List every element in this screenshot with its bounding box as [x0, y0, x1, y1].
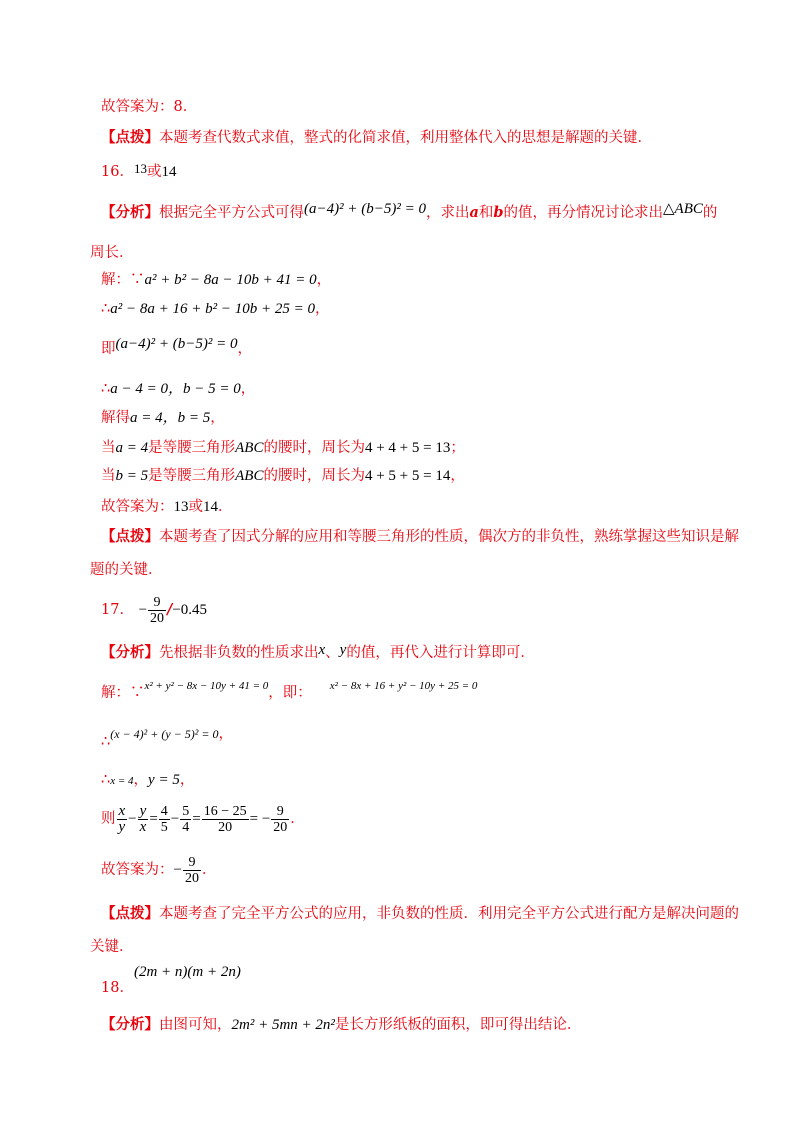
case-text-3: 的腰时，周长为 [263, 440, 365, 456]
var-y: y [339, 642, 347, 658]
analysis-tag: 【分析】 [101, 1016, 159, 1033]
y-value: y = 5 [148, 772, 180, 788]
equation-squares: (x − 4)² + (y − 5)² = 0 [110, 727, 219, 741]
analysis-text-1: 先根据非负数的性质求出 [159, 645, 319, 661]
analysis-line-16-cont [90, 243, 134, 263]
analysis-line-17 [101, 640, 535, 663]
denominator: 20 [273, 819, 288, 835]
numerator: 16 − 25 [203, 803, 247, 819]
solution-step-4 [101, 379, 255, 399]
solve-label: 解得 [101, 410, 130, 426]
fraction-four-fifths [159, 804, 170, 835]
triangle-abc: △ABC [663, 201, 703, 217]
answer-value-a: 13 [173, 499, 189, 515]
question-number: 18． [101, 980, 134, 996]
denominator: 20 [202, 819, 249, 835]
question-16-answer [101, 159, 176, 182]
then-label: 则 [101, 811, 116, 827]
solution-step-3 [101, 334, 252, 359]
analysis-text-2: 是长方形纸板的面积，即可得出结论． [334, 1017, 582, 1033]
solution-case-1 [101, 438, 465, 458]
therefore-symbol: ∴ [101, 301, 111, 317]
tip-text-cont: 关键． [90, 939, 134, 955]
tip-line-15 [101, 128, 652, 148]
answer-product: (2m + n)(m + 2n) [133, 964, 241, 980]
analysis-line-16 [101, 199, 717, 223]
analysis-tag: 【分析】 [101, 204, 159, 221]
fraction-x-over-y [117, 804, 128, 835]
analysis-text-1: 根据完全平方公式可得 [159, 205, 304, 221]
analysis-text-4: 的 [702, 205, 718, 221]
tip-tag: 【点拨】 [101, 905, 159, 922]
alt-separator: / [167, 601, 173, 618]
answer-or: 或 [146, 164, 162, 180]
equation-given: x² + y² − 8x − 10y + 41 = 0 [144, 680, 269, 692]
fraction-result [271, 804, 289, 835]
analysis-line-18 [101, 1015, 581, 1035]
answer-line-16 [101, 497, 233, 517]
equation-solution: a = 4，b = 5 [130, 410, 211, 426]
equation-given: a² + b² − 8a − 10b + 41 = 0 [144, 272, 317, 288]
analysis-text-cont: 周长． [90, 245, 134, 261]
case-text-1: 当 [101, 440, 116, 456]
case-condition: b = 5 [115, 468, 149, 484]
answer-label: 故答案为： [101, 862, 174, 878]
sep: ， [133, 772, 149, 788]
tip-text-cont: 题的关键． [90, 562, 163, 578]
tip-line-16-cont [90, 560, 163, 580]
equation-expanded: a² − 8a + 16 + b² − 10b + 25 = 0 [110, 301, 315, 317]
solution-label: 解：∵ [101, 685, 145, 701]
tip-line-16 [101, 527, 739, 547]
punct: ， [450, 468, 465, 484]
tip-tag: 【点拨】 [101, 528, 159, 545]
minus-sign: − [138, 602, 148, 618]
equation-zero: a − 4 = 0，b − 5 = 0 [110, 381, 241, 397]
perimeter-equation: 4 + 5 + 5 = 14 [364, 468, 451, 484]
punct: ， [218, 726, 233, 742]
solution-17-step-1 [101, 676, 477, 703]
answer-label: 故答案为： [101, 499, 174, 515]
punct: ， [237, 341, 252, 357]
solution-case-2 [101, 466, 465, 486]
numerator: x [118, 802, 126, 819]
denominator: 5 [160, 819, 168, 835]
fraction-y-over-x [138, 804, 149, 835]
tip-text: 本题考查了因式分解的应用和等腰三角形的性质，偶次方的非负性，熟练掌握这些知识是解 [159, 529, 739, 545]
case-text-1: 当 [101, 468, 116, 484]
fraction-nine-twentieths [148, 595, 166, 626]
analysis-and: 和 [478, 205, 494, 221]
formula-square-sum: (a−4)² + (b−5)² = 0 [304, 201, 426, 217]
solution-step-2 [101, 299, 329, 319]
denominator: 4 [182, 819, 190, 835]
minus-sign: − [173, 862, 182, 878]
analysis-text-1: 由图可知， [159, 1017, 232, 1033]
analysis-text-3: 的值，再分情况讨论求出 [503, 205, 664, 221]
denominator: 20 [150, 610, 165, 626]
numerator: 9 [153, 594, 161, 610]
decimal-answer: −0.45 [172, 602, 208, 618]
answer-line-17 [101, 853, 216, 887]
case-text-2: 是等腰三角形 [148, 440, 236, 456]
equals-minus: = − [249, 811, 271, 827]
var-a: a [469, 204, 479, 221]
question-number: 17． [101, 602, 134, 618]
numerator: y [139, 802, 147, 819]
answer-value-a: 13 [133, 161, 147, 176]
denominator: x [139, 818, 147, 835]
punct: ， [179, 772, 195, 788]
triangle-name: ABC [235, 468, 264, 484]
tip-line-17 [101, 904, 739, 924]
question-17-answer [101, 594, 207, 626]
tip-tag: 【点拨】 [101, 129, 159, 146]
denominator: y [118, 818, 126, 835]
answer-line-15 [101, 97, 197, 117]
sep: 、 [325, 645, 340, 661]
solution-step-5 [101, 408, 225, 428]
solution-step-1 [101, 270, 331, 290]
denominator: 20 [184, 870, 199, 886]
punct: ， [314, 301, 330, 317]
punct: ． [218, 499, 233, 515]
therefore-symbol: ∴ [101, 381, 111, 397]
answer-or: 或 [188, 499, 203, 515]
numerator: 4 [160, 803, 168, 819]
fraction-difference [202, 804, 249, 835]
tip-text: 本题考查了完全平方公式的应用，非负数的性质．利用完全平方公式进行配方是解决问题的 [159, 906, 739, 922]
numerator: 9 [276, 803, 284, 819]
equals-sign: = [192, 811, 201, 827]
punct: ． [201, 862, 217, 878]
answer-text: 故答案为：8． [101, 99, 198, 115]
punct: ， [240, 381, 256, 397]
analysis-text-2: ，求出 [425, 205, 470, 221]
case-condition: a = 4 [115, 440, 149, 456]
fraction-answer [183, 855, 201, 886]
equation-squares: (a−4)² + (b−5)² = 0 [115, 336, 238, 352]
equation-expanded: x² − 8x + 16 + y² − 10y + 25 = 0 [329, 680, 478, 692]
fraction-five-fourths [180, 804, 191, 835]
question-number: 16． [101, 164, 134, 180]
area-expression: 2m² + 5mn + 2n² [231, 1017, 335, 1033]
minus-sign: − [128, 811, 137, 827]
var-x: x [318, 642, 326, 658]
solution-label: 解：∵ [101, 272, 145, 288]
solution-17-step-3 [101, 770, 194, 791]
x-value: x = 4 [110, 775, 134, 787]
punct: ， [316, 272, 332, 288]
case-text-2: 是等腰三角形 [148, 468, 236, 484]
analysis-tag: 【分析】 [101, 644, 159, 661]
therefore-symbol: ∴ [101, 772, 111, 788]
solution-17-step-4 [101, 802, 305, 836]
punct: ； [450, 440, 465, 456]
numerator: 9 [188, 854, 196, 870]
triangle-name: ABC [235, 440, 264, 456]
solution-17-step-2 [101, 724, 233, 752]
minus-sign: − [170, 811, 180, 827]
equals-sign: = [149, 811, 158, 827]
var-b: b [493, 204, 504, 221]
answer-value-b: 14 [203, 499, 218, 515]
answer-value-b: 14 [161, 164, 177, 180]
numerator: 5 [182, 803, 190, 819]
punct: ， [210, 410, 225, 426]
analysis-text-2: 的值，再代入进行计算即可． [346, 645, 535, 661]
case-text-3: 的腰时，周长为 [263, 468, 365, 484]
namely-label: 即 [101, 341, 116, 357]
tip-line-17-cont [90, 937, 134, 957]
perimeter-equation: 4 + 4 + 5 = 13 [364, 440, 451, 456]
therefore-symbol: ∴ [101, 734, 111, 750]
question-18-answer [101, 962, 241, 998]
namely-label: ，即： [268, 685, 312, 701]
tip-text: 本题考查代数式求值，整式的化简求值，利用整体代入的思想是解题的关键． [159, 130, 652, 146]
punct: ． [290, 811, 305, 827]
